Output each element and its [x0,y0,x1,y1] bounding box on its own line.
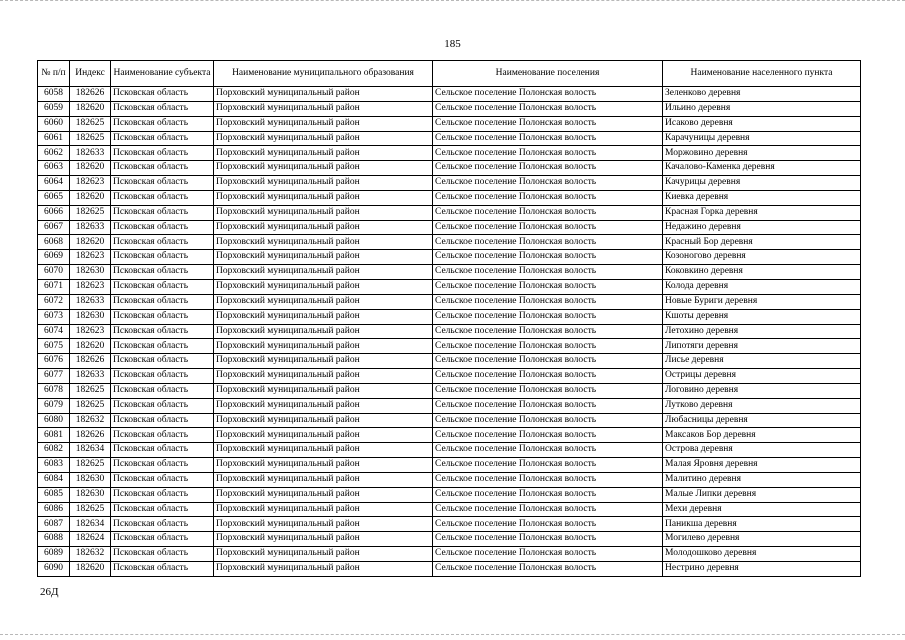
cell-index: 182620 [70,101,111,116]
cell-locality: Летохино деревня [663,324,861,339]
cell-settlement: Сельское поселение Полонская волость [433,309,663,324]
cell-index: 182625 [70,398,111,413]
header-row [38,61,861,87]
cell-municipality: Порховский муниципальный район [214,487,433,502]
cell-municipality: Порховский муниципальный район [214,354,433,369]
table-row [38,176,861,191]
cell-index: 182634 [70,517,111,532]
cell-num: 6082 [38,443,70,458]
table-row [38,487,861,502]
cell-index: 182625 [70,131,111,146]
cell-settlement: Сельское поселение Полонская волость [433,443,663,458]
cell-municipality: Порховский муниципальный район [214,116,433,131]
cell-municipality: Порховский муниципальный район [214,161,433,176]
table-body [38,87,861,577]
cell-index: 182623 [70,324,111,339]
cell-settlement: Сельское поселение Полонская волость [433,87,663,102]
cell-num: 6060 [38,116,70,131]
cell-subject: Псковская область [111,279,214,294]
header-index: Индекс [70,61,111,87]
cell-num: 6085 [38,487,70,502]
cell-settlement: Сельское поселение Полонская волость [433,116,663,131]
cell-municipality: Порховский муниципальный район [214,562,433,577]
cell-settlement: Сельское поселение Полонская волость [433,131,663,146]
table-row [38,502,861,517]
cell-locality: Зеленково деревня [663,87,861,102]
cell-subject: Псковская область [111,398,214,413]
cell-municipality: Порховский муниципальный район [214,309,433,324]
cell-subject: Псковская область [111,517,214,532]
cell-settlement: Сельское поселение Полонская волость [433,190,663,205]
cell-subject: Псковская область [111,443,214,458]
cell-subject: Псковская область [111,487,214,502]
cell-subject: Псковская область [111,547,214,562]
cell-settlement: Сельское поселение Полонская волость [433,428,663,443]
header-num: № п/п [38,61,70,87]
cell-index: 182634 [70,443,111,458]
cell-index: 182633 [70,146,111,161]
cell-settlement: Сельское поселение Полонская волость [433,547,663,562]
table-row [38,205,861,220]
cell-settlement: Сельское поселение Полонская волость [433,354,663,369]
cell-index: 182620 [70,235,111,250]
cell-locality: Ильино деревня [663,101,861,116]
cell-municipality: Порховский муниципальный район [214,383,433,398]
table-row [38,547,861,562]
cell-locality: Любасницы деревня [663,413,861,428]
cell-settlement: Сельское поселение Полонская волость [433,487,663,502]
cell-index: 182620 [70,562,111,577]
table-row [38,101,861,116]
cell-municipality: Порховский муниципальный район [214,101,433,116]
cell-num: 6075 [38,339,70,354]
header-settlement: Наименование поселения [433,61,663,87]
cell-settlement: Сельское поселение Полонская волость [433,517,663,532]
header-subject: Наименование субъекта [111,61,214,87]
cell-num: 6090 [38,562,70,577]
cell-settlement: Сельское поселение Полонская волость [433,532,663,547]
cell-settlement: Сельское поселение Полонская волость [433,101,663,116]
cell-num: 6063 [38,161,70,176]
cell-index: 182625 [70,205,111,220]
scan-edge-bottom [0,634,905,637]
table-row [38,116,861,131]
cell-municipality: Порховский муниципальный район [214,339,433,354]
cell-num: 6078 [38,383,70,398]
cell-subject: Псковская область [111,309,214,324]
table-row [38,220,861,235]
cell-locality: Лисье деревня [663,354,861,369]
cell-index: 182625 [70,502,111,517]
cell-subject: Псковская область [111,339,214,354]
table-row [38,532,861,547]
cell-num: 6080 [38,413,70,428]
cell-settlement: Сельское поселение Полонская волость [433,220,663,235]
cell-locality: Качурицы деревня [663,176,861,191]
table-row [38,472,861,487]
cell-settlement: Сельское поселение Полонская волость [433,472,663,487]
cell-municipality: Порховский муниципальный район [214,279,433,294]
cell-settlement: Сельское поселение Полонская волость [433,458,663,473]
table-row [38,354,861,369]
cell-index: 182632 [70,547,111,562]
cell-num: 6064 [38,176,70,191]
cell-index: 182633 [70,369,111,384]
cell-locality: Коковкино деревня [663,265,861,280]
table-row [38,443,861,458]
cell-subject: Псковская область [111,428,214,443]
cell-subject: Псковская область [111,250,214,265]
header-locality: Наименование населенного пункта [663,61,861,87]
cell-municipality: Порховский муниципальный район [214,131,433,146]
cell-index: 182620 [70,339,111,354]
cell-settlement: Сельское поселение Полонская волость [433,398,663,413]
table-row [38,161,861,176]
cell-num: 6058 [38,87,70,102]
cell-num: 6088 [38,532,70,547]
cell-index: 182633 [70,294,111,309]
locality-registry-table [37,60,861,577]
cell-subject: Псковская область [111,532,214,547]
cell-locality: Логовино деревня [663,383,861,398]
cell-index: 182624 [70,532,111,547]
table-row [38,428,861,443]
cell-num: 6081 [38,428,70,443]
table-header [38,61,861,87]
cell-index: 182630 [70,309,111,324]
cell-locality: Липотяги деревня [663,339,861,354]
cell-num: 6077 [38,369,70,384]
cell-settlement: Сельское поселение Полонская волость [433,161,663,176]
table-row [38,309,861,324]
cell-subject: Псковская область [111,131,214,146]
table-row [38,250,861,265]
cell-num: 6070 [38,265,70,280]
cell-locality: Острова деревня [663,443,861,458]
cell-municipality: Порховский муниципальный район [214,235,433,250]
cell-subject: Псковская область [111,383,214,398]
cell-subject: Псковская область [111,354,214,369]
cell-settlement: Сельское поселение Полонская волость [433,294,663,309]
cell-num: 6079 [38,398,70,413]
cell-settlement: Сельское поселение Полонская волость [433,502,663,517]
cell-municipality: Порховский муниципальный район [214,472,433,487]
cell-municipality: Порховский муниципальный район [214,413,433,428]
cell-index: 182633 [70,220,111,235]
cell-num: 6071 [38,279,70,294]
cell-index: 182626 [70,354,111,369]
table-row [38,458,861,473]
cell-num: 6073 [38,309,70,324]
cell-index: 182632 [70,413,111,428]
cell-municipality: Порховский муниципальный район [214,265,433,280]
cell-locality: Малая Яровня деревня [663,458,861,473]
cell-municipality: Порховский муниципальный район [214,176,433,191]
cell-settlement: Сельское поселение Полонская волость [433,413,663,428]
cell-num: 6066 [38,205,70,220]
cell-subject: Псковская область [111,294,214,309]
cell-num: 6074 [38,324,70,339]
cell-locality: Мехи деревня [663,502,861,517]
cell-index: 182625 [70,116,111,131]
cell-locality: Качалово-Каменка деревня [663,161,861,176]
cell-locality: Красный Бор деревня [663,235,861,250]
cell-index: 182623 [70,250,111,265]
cell-locality: Нестрино деревня [663,562,861,577]
page-number: 185 [444,38,461,50]
cell-municipality: Порховский муниципальный район [214,250,433,265]
cell-subject: Псковская область [111,324,214,339]
cell-municipality: Порховский муниципальный район [214,369,433,384]
cell-municipality: Порховский муниципальный район [214,205,433,220]
cell-settlement: Сельское поселение Полонская волость [433,279,663,294]
cell-municipality: Порховский муниципальный район [214,502,433,517]
cell-municipality: Порховский муниципальный район [214,517,433,532]
cell-subject: Псковская область [111,413,214,428]
table-row [38,413,861,428]
cell-municipality: Порховский муниципальный район [214,220,433,235]
cell-locality: Моржовино деревня [663,146,861,161]
cell-settlement: Сельское поселение Полонская волость [433,339,663,354]
table-row [38,131,861,146]
footer-code: 26Д [40,586,59,598]
cell-settlement: Сельское поселение Полонская волость [433,176,663,191]
cell-locality: Козоногово деревня [663,250,861,265]
table-row [38,279,861,294]
cell-settlement: Сельское поселение Полонская волость [433,324,663,339]
cell-index: 182623 [70,279,111,294]
table-row [38,324,861,339]
cell-settlement: Сельское поселение Полонская волость [433,265,663,280]
cell-index: 182630 [70,487,111,502]
table-row [38,562,861,577]
cell-num: 6065 [38,190,70,205]
scan-edge-top [0,0,905,3]
cell-subject: Псковская область [111,176,214,191]
cell-locality: Колода деревня [663,279,861,294]
cell-num: 6067 [38,220,70,235]
cell-index: 182630 [70,472,111,487]
cell-settlement: Сельское поселение Полонская волость [433,205,663,220]
cell-municipality: Порховский муниципальный район [214,87,433,102]
cell-num: 6059 [38,101,70,116]
cell-municipality: Порховский муниципальный район [214,443,433,458]
cell-index: 182625 [70,458,111,473]
cell-num: 6087 [38,517,70,532]
cell-subject: Псковская область [111,87,214,102]
table-row [38,383,861,398]
cell-settlement: Сельское поселение Полонская волость [433,369,663,384]
cell-municipality: Порховский муниципальный район [214,458,433,473]
cell-municipality: Порховский муниципальный район [214,294,433,309]
cell-municipality: Порховский муниципальный район [214,324,433,339]
cell-subject: Псковская область [111,101,214,116]
cell-locality: Малые Липки деревня [663,487,861,502]
cell-settlement: Сельское поселение Полонская волость [433,562,663,577]
table-row [38,339,861,354]
table-row [38,235,861,250]
cell-index: 182630 [70,265,111,280]
cell-num: 6076 [38,354,70,369]
cell-subject: Псковская область [111,205,214,220]
cell-num: 6083 [38,458,70,473]
cell-subject: Псковская область [111,161,214,176]
cell-subject: Псковская область [111,502,214,517]
cell-subject: Псковская область [111,472,214,487]
table-row [38,294,861,309]
cell-num: 6086 [38,502,70,517]
cell-locality: Киевка деревня [663,190,861,205]
cell-municipality: Порховский муниципальный район [214,146,433,161]
table-row [38,369,861,384]
table-row [38,398,861,413]
cell-locality: Исаково деревня [663,116,861,131]
cell-num: 6062 [38,146,70,161]
cell-index: 182623 [70,176,111,191]
cell-num: 6072 [38,294,70,309]
cell-locality: Могилево деревня [663,532,861,547]
cell-subject: Псковская область [111,458,214,473]
cell-locality: Малитино деревня [663,472,861,487]
cell-num: 6069 [38,250,70,265]
cell-municipality: Порховский муниципальный район [214,190,433,205]
cell-num: 6068 [38,235,70,250]
cell-subject: Псковская область [111,116,214,131]
cell-locality: Карачуницы деревня [663,131,861,146]
cell-municipality: Порховский муниципальный район [214,398,433,413]
cell-num: 6084 [38,472,70,487]
cell-settlement: Сельское поселение Полонская волость [433,235,663,250]
cell-subject: Псковская область [111,146,214,161]
table-row [38,517,861,532]
cell-locality: Максаков Бор деревня [663,428,861,443]
cell-settlement: Сельское поселение Полонская волость [433,383,663,398]
table-row [38,265,861,280]
cell-locality: Кшоты деревня [663,309,861,324]
table-row [38,146,861,161]
cell-locality: Острицы деревня [663,369,861,384]
cell-locality: Красная Горка деревня [663,205,861,220]
cell-num: 6061 [38,131,70,146]
cell-index: 182625 [70,383,111,398]
cell-index: 182620 [70,190,111,205]
cell-subject: Псковская область [111,369,214,384]
header-municipality: Наименование муниципального образования [214,61,433,87]
table-row [38,87,861,102]
cell-index: 182626 [70,428,111,443]
cell-index: 182620 [70,161,111,176]
table-row [38,190,861,205]
cell-locality: Новые Буриги деревня [663,294,861,309]
cell-settlement: Сельское поселение Полонская волость [433,250,663,265]
cell-subject: Псковская область [111,190,214,205]
cell-subject: Псковская область [111,562,214,577]
cell-num: 6089 [38,547,70,562]
cell-locality: Лутково деревня [663,398,861,413]
cell-locality: Паникша деревня [663,517,861,532]
cell-settlement: Сельское поселение Полонская волость [433,146,663,161]
cell-locality: Молодошково деревня [663,547,861,562]
cell-subject: Псковская область [111,265,214,280]
cell-municipality: Порховский муниципальный район [214,428,433,443]
cell-subject: Псковская область [111,235,214,250]
cell-municipality: Порховский муниципальный район [214,547,433,562]
cell-municipality: Порховский муниципальный район [214,532,433,547]
cell-index: 182626 [70,87,111,102]
cell-subject: Псковская область [111,220,214,235]
cell-locality: Недажино деревня [663,220,861,235]
